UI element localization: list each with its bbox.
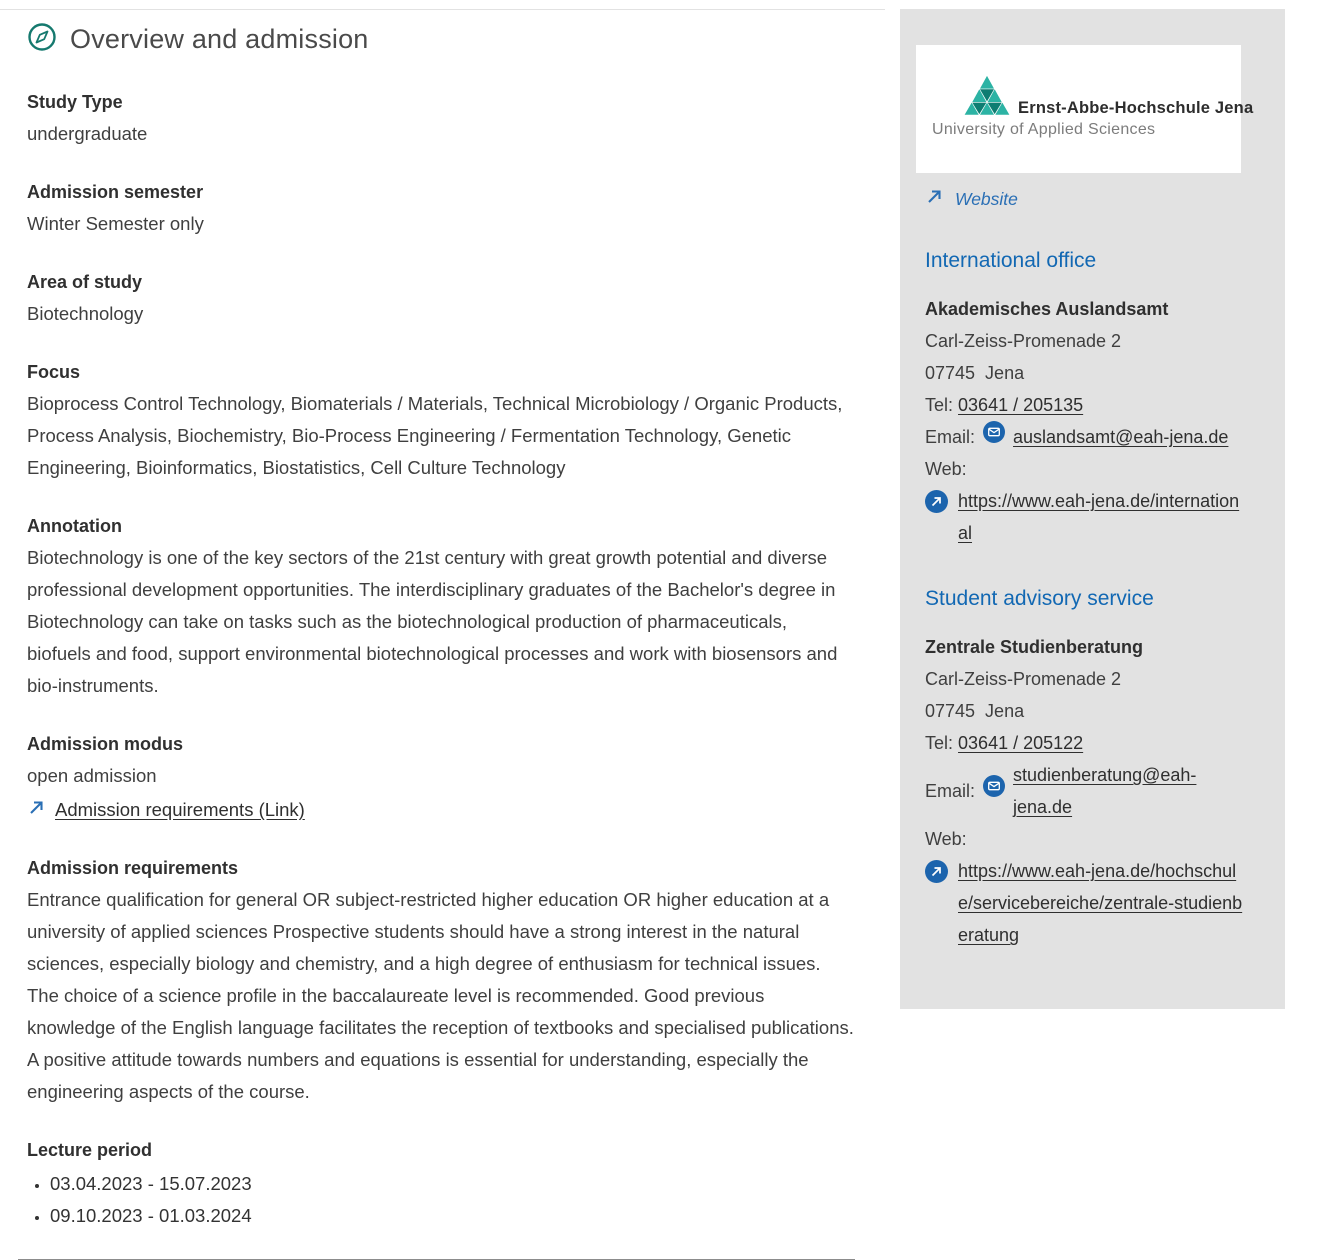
university-name: Ernst-Abbe-Hochschule Jena — [1018, 99, 1254, 117]
section-admission-modus — [27, 729, 855, 826]
office-tel-line — [925, 727, 1247, 759]
section-value: Entrance qualification for general OR subject-restricted higher education OR higher education at a university of applied sciences Prospective students should have a strong interest in the natural sciences, especially biology and chemistry, and a high degree of enthusiasm for technical issues. The choice of a science profile in the baccalaureate level is recommended. Good previous knowledge of the English language facilitates the reception of textbooks and specialised publications. A positive attitude towards numbers and equations is essential for understanding, especially the engineering aspects of the course. — [27, 889, 854, 1102]
section-annotation — [27, 511, 855, 702]
office-city: 07745 Jena — [925, 363, 1025, 383]
list-item: • 03.04.2023 - 15.07.2023 — [50, 1168, 855, 1200]
external-link-circle-icon — [925, 860, 948, 888]
office-city: 07745 Jena — [925, 701, 1025, 721]
tel-link[interactable]: 03641 / 205122 — [958, 733, 1084, 753]
web-label: Web: — [925, 829, 967, 849]
section-study-type — [27, 87, 855, 150]
section-label: Study Type — [27, 92, 123, 112]
list-item: • 09.10.2023 - 01.03.2024 — [50, 1200, 855, 1232]
external-link-arrow-icon — [27, 798, 46, 822]
section-focus — [27, 357, 855, 484]
section-value: Biotechnology is one of the key sectors of the 21st century with great growth potential and diverse professional development opportunities. The interdisciplinary graduates of the Bachelor's degree in Biotechnology can take on tasks such as the biotechnological production of pharmaceuticals, biofuels and food, support environmental biotechnological processes and work with biosensors and bio-instruments. — [27, 547, 838, 696]
office-name: Zentrale Studienberatung — [925, 637, 1144, 657]
office-web-link-row — [925, 855, 1247, 951]
section-label: Admission modus — [27, 734, 184, 754]
email-icon — [983, 421, 1005, 453]
student-advisory-heading: Student advisory service — [925, 587, 1154, 610]
office-email-line — [925, 421, 1247, 453]
email-link[interactable]: studienberatung@eah-jena.de — [1013, 765, 1197, 817]
email-label: Email: — [925, 427, 976, 447]
section-label: Admission semester — [27, 182, 204, 202]
section-lecture-period — [27, 1135, 855, 1232]
website-link-label[interactable]: Website — [955, 188, 1018, 209]
lecture-period-list — [50, 1168, 855, 1232]
university-logo — [916, 45, 1254, 173]
section-label: Focus — [27, 362, 81, 382]
main-content — [0, 9, 885, 1260]
email-link[interactable]: auslandsamt@eah-jena.de — [1013, 427, 1229, 447]
email-label: Email: — [925, 781, 976, 801]
section-label: Admission requirements — [27, 858, 239, 878]
tel-link[interactable]: 03641 / 205135 — [958, 395, 1084, 415]
tel-label: Tel: — [925, 733, 954, 753]
section-value: Bioprocess Control Technology, Biomaterials / Materials, Technical Microbiology / Organic Products, Process Analysis, Biochemistry, Bio-Process Engineering / Fermentation Technology, Genetic Engineering, Bioinformatics, Biostatistics, Cell Culture Technology — [27, 393, 843, 478]
office-tel-line — [925, 389, 1247, 421]
page-title: Overview and admission — [70, 24, 369, 54]
international-office-heading: International office — [925, 249, 1097, 272]
section-admission-semester — [27, 177, 855, 240]
external-link-arrow-icon — [925, 187, 944, 211]
section-value: open admission — [27, 765, 157, 786]
website-link[interactable] — [925, 187, 1247, 211]
office-web-link-row — [925, 485, 1247, 549]
section-value: undergraduate — [27, 123, 148, 144]
tel-label: Tel: — [925, 395, 954, 415]
page-header — [27, 22, 855, 57]
office-url-link[interactable]: https://www.eah-jena.de/hochschule/servicebereiche/zentrale-studienberatung — [958, 861, 1243, 945]
admission-requirements-link-label[interactable]: Admission requirements (Link) — [55, 799, 305, 820]
section-label: Annotation — [27, 516, 122, 536]
section-label: Lecture period — [27, 1140, 153, 1160]
section-area-of-study — [27, 267, 855, 330]
office-url-link[interactable]: https://www.eah-jena.de/international — [958, 491, 1240, 543]
email-icon — [983, 775, 1005, 807]
external-link-circle-icon — [925, 490, 948, 518]
section-label: Area of study — [27, 272, 143, 292]
web-label: Web: — [925, 459, 967, 479]
admission-requirements-link[interactable] — [27, 794, 855, 826]
section-value: Biotechnology — [27, 303, 144, 324]
office-email-line — [925, 759, 1247, 823]
office-name: Akademisches Auslandsamt — [925, 299, 1169, 319]
sidebar — [900, 9, 1285, 1009]
university-subtitle: University of Applied Sciences — [932, 121, 1156, 138]
section-admission-requirements — [27, 853, 855, 1108]
eah-jena-triangle-logo-icon — [964, 75, 1010, 120]
office-street: Carl-Zeiss-Promenade 2 — [925, 331, 1122, 351]
section-value: Winter Semester only — [27, 213, 204, 234]
office-street: Carl-Zeiss-Promenade 2 — [925, 669, 1122, 689]
compass-icon — [27, 22, 57, 57]
